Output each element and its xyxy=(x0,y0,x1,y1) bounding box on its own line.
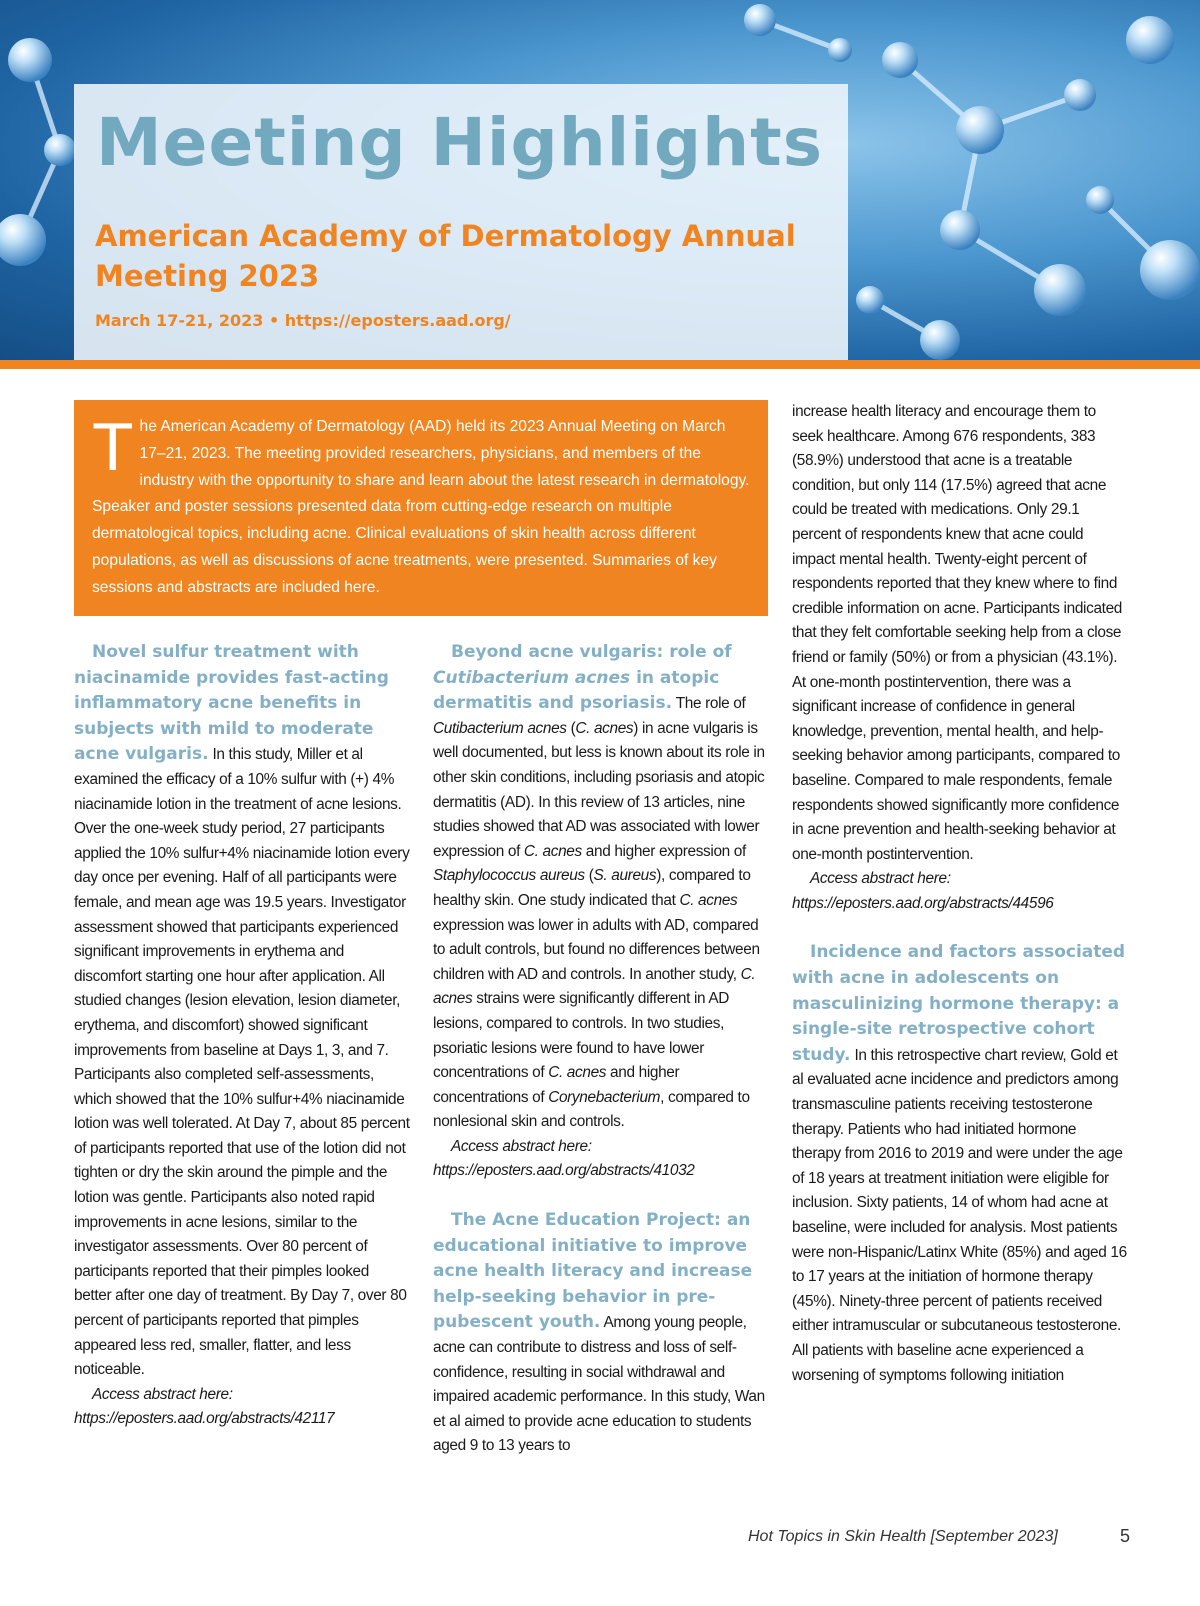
access-link-sulfur[interactable]: Access abstract here: https://eposters.aad.org/abstracts/42117 xyxy=(74,1385,335,1428)
species-name: C. acnes xyxy=(575,719,634,737)
article-education xyxy=(433,1208,769,1459)
body-education-part2: increase health literacy and encourage them to seek healthcare. Among 676 respondents, 383 (58.9%) understood that acne is a treatable condition, but only 114 (17.5%) agreed that acne could be treated with medications. Only 29.1 percent of respondents knew that acne could impact mental health. Twenty-eight percent of respondents reported that they knew where to find credible information on acne. Participants indicated that they felt comfortable seeking help from a close friend or family (50%) or from a physician (43.1%). At one-month postintervention, there was a significant increase of confidence in general knowledge, prevention, mental health, and help-seeking behavior among participants, compared to baseline. Compared to male respondents, female respondents showed significantly more confidence in acne prevention and health-seeking behavior at one-month postintervention. xyxy=(792,403,1122,863)
species-name: C. acnes xyxy=(679,891,738,909)
body-cutibacterium xyxy=(433,695,765,1130)
body-text: expression was lower in adults with AD, compared to adult controls, but found no differences between children with AD and controls. In another study, xyxy=(433,916,760,983)
heading-text: in atopic dermatitis and psoriasis. xyxy=(433,667,720,714)
page-number: 5 xyxy=(1120,1526,1131,1546)
body-text: ( xyxy=(584,867,594,885)
meeting-name: American Academy of Dermatology Annual Meeting 2023 xyxy=(95,219,796,293)
heading-italic: Cutibacterium acnes xyxy=(433,667,631,688)
article-hormone xyxy=(792,940,1128,1388)
body-sulfur: In this study, Miller et al examined the efficacy of a 10% sulfur with (+) 4% niacinamide lotion in the treatment of acne lesions. Over the one-week study period, 27 participants applied the 10% sulfur+4% niacinamide lotion every day once per evening. Half of all participants were female, and mean age was 19.5 years. Investigator assessment showed that participants experienced significant improvements in erythema and discomfort starting one hour after application. All studied changes (lesion elevation, lesion diameter, erythema, and discomfort) showed significant improvements from baseline at Days 1, 3, and 7. Participants also completed self-assessments, which showed that the 10% sulfur+4% niacinamide lotion was well tolerated. At Day 7, about 85 percent of participants reported that use of the lotion did not tighten or dry the skin around the pimple and the lotion was gentle. Participants also noted rapid improvements in acne lesions, similar to the investigator assessments. Over 80 percent of participants reported that their pimples looked better after one day of treatment. By Day 7, over 80 percent of participants reported that pimples appeared less red, smaller, flatter, and less noticeable. xyxy=(74,746,410,1379)
body-text: , compared to nonlesional skin and controls. xyxy=(433,1088,750,1131)
body-text: strains were significantly different in AD lesions, compared to controls. In two studies, psoriatic lesions were found to have lower concentrations of xyxy=(433,990,730,1082)
species-name: C. acnes xyxy=(523,842,582,860)
meeting-dates-url: March 17-21, 2023 • https://eposters.aad.org/ xyxy=(95,311,511,330)
intro-text: he American Academy of Dermatology (AAD) held its 2023 Annual Meeting on March 17–21, 2023. The meeting provided researchers, physicians, and members of the industry with the opportunity to share and learn about the latest research in dermatology. Speaker and poster sessions presented data from cutting-edge research on multiple dermatological topics, including acne. Clinical evaluations of skin health across different populations, as well as discussions of acne treatments, were presented. Summaries of key sessions and abstracts are included here. xyxy=(92,418,750,596)
column-1 xyxy=(74,640,410,1432)
body-education-part1: Among young people, acne can contribute to distress and loss of self-confidence, resulting in social withdrawal and impaired academic performance. In this study, Wan et al aimed to provide acne education to students aged 9 to 13 years to xyxy=(433,1314,765,1455)
heading-sulfur: Novel sulfur treatment with niacinamide provides fast-acting inflammatory acne benefits in subjects with mild to moderate acne vulgaris. xyxy=(74,642,389,765)
species-name: C. acnes xyxy=(548,1064,607,1082)
column-3 xyxy=(792,400,1128,1388)
article-sulfur xyxy=(74,640,410,1383)
body-text: The role of xyxy=(675,695,746,713)
heading-education: The Acne Education Project: an educational initiative to improve acne health literacy and increase help-seeking behavior in pre-pubescent youth. xyxy=(433,1210,753,1333)
heading-text: Beyond acne vulgaris: role of xyxy=(451,642,732,662)
header-divider xyxy=(0,360,1200,369)
intro-box xyxy=(74,400,768,616)
species-name: Cutibacterium acnes xyxy=(433,719,567,737)
body-text: and higher concentrations of xyxy=(433,1064,680,1106)
body-text: ), compared to healthy skin. One study indicated that xyxy=(433,867,751,909)
heading-hormone: Incidence and factors associated with acne in adolescents on masculinizing hormone therapy: a single-site retrospective cohort study. xyxy=(792,942,1126,1065)
body-text: ( xyxy=(566,719,576,737)
drop-cap: T xyxy=(92,409,134,485)
page-title: Meeting Highlights xyxy=(96,104,823,181)
species-name: Corynebacterium xyxy=(548,1088,661,1106)
section-gap xyxy=(433,1184,769,1208)
body-hormone: In this retrospective chart review, Gold et al evaluated acne incidence and predictors among transmasculine patients receiving testosterone therapy. Patients who had initiated hormone therapy from 2016 to 2019 and were under the age of 18 years at treatment initiation were eligible for inclusion. Sixty patients, 14 of whom had acne at baseline, were included for analysis. Most patients were non-Hispanic/Latinx White (85%) and aged 16 to 17 years at the initiation of hormone therapy (45%). Ninety-three percent of patients received either intramuscular or subcutaneous testosterone. All patients with baseline acne experienced a worsening of symptoms following initiation xyxy=(792,1046,1127,1384)
publication-footer: Hot Topics in Skin Health [September 2023] xyxy=(748,1528,1058,1545)
species-name: S. aureus xyxy=(593,867,657,885)
species-name: Staphylococcus aureus xyxy=(433,867,585,885)
column-2 xyxy=(433,640,769,1459)
article-cutibacterium xyxy=(433,640,769,1135)
species-name: C. acnes xyxy=(433,965,756,1008)
body-text: and higher expression of xyxy=(581,842,746,860)
body-text: ) in acne vulgaris is well documented, but less is known about its role in other skin conditions, including psoriasis and atopic dermatitis (AD). In this review of 13 articles, nine studies showed that AD was associated with lower expression of xyxy=(433,719,765,860)
access-link-cutibacterium[interactable]: Access abstract here: https://eposters.aad.org/abstracts/41032 xyxy=(433,1137,695,1180)
access-link-education[interactable]: Access abstract here: https://eposters.aad.org/abstracts/44596 xyxy=(792,870,1054,912)
section-gap xyxy=(792,916,1128,940)
